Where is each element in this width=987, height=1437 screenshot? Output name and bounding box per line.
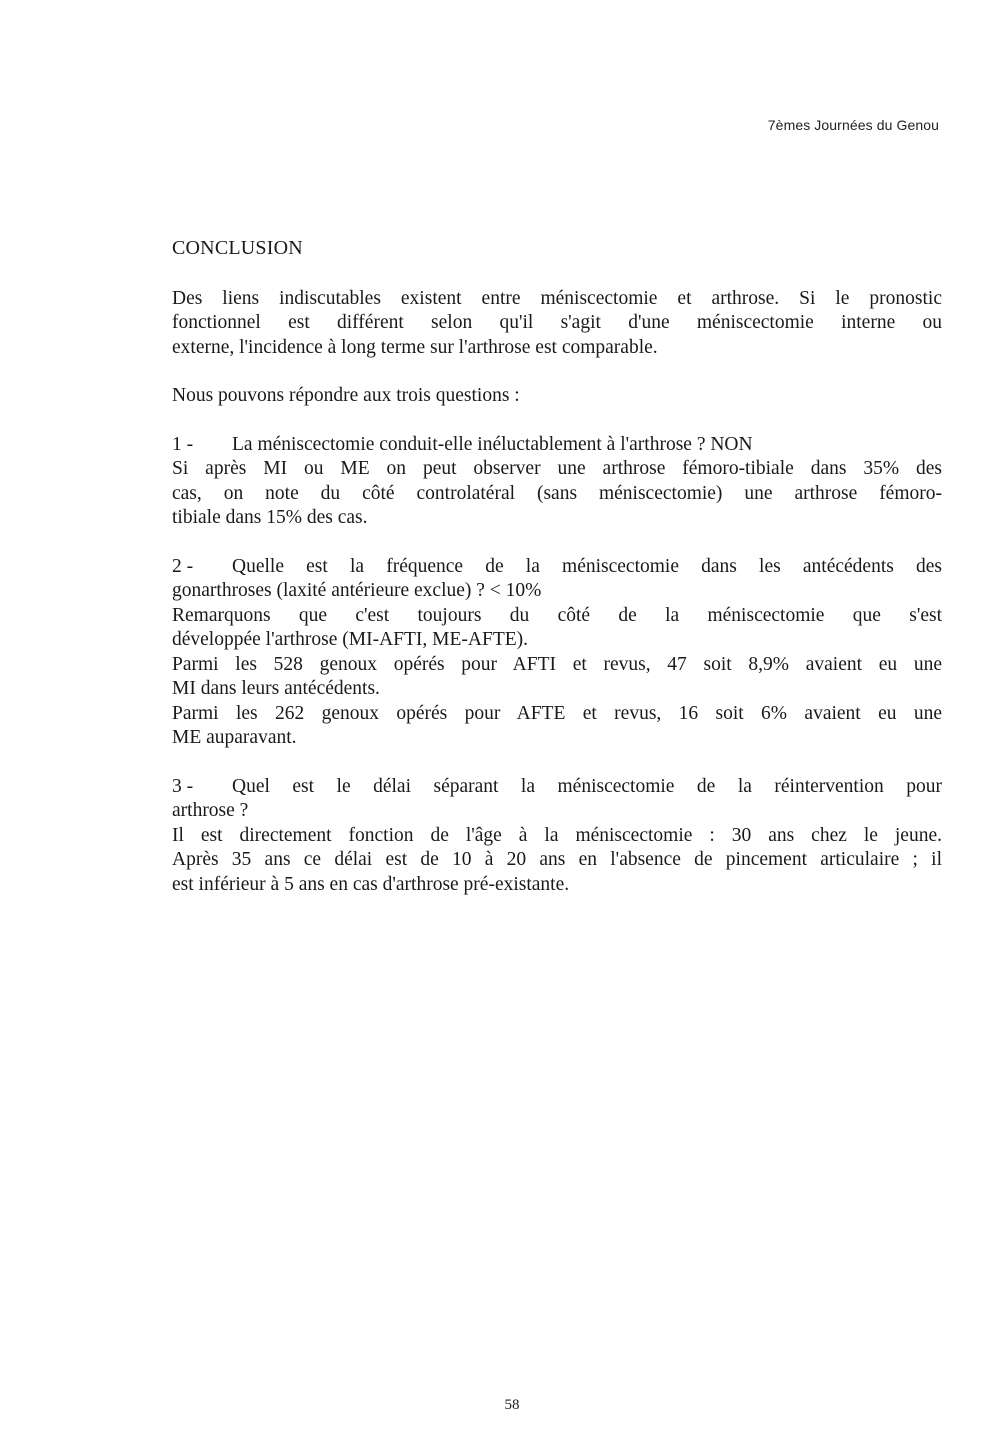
lead-in-paragraph — [172, 384, 942, 409]
question-2 — [172, 555, 942, 751]
question-1-header — [172, 433, 942, 458]
page-number: 58 — [504, 1397, 520, 1413]
text-line: Il est directement fonction de l'âge à la méniscectomie : 30 ans chez le jeune. — [172, 824, 942, 846]
text-line: MI dans leurs antécédents. — [172, 678, 380, 699]
document-body — [172, 236, 942, 921]
intro-paragraph — [172, 287, 942, 361]
text-line: Parmi les 528 genoux opérés pour AFTI et revus, 47 soit 8,9% avaient eu une — [172, 653, 942, 675]
text-line: Après 35 ans ce délai est de 10 à 20 ans en l'absence de pincement articulaire ; il — [172, 849, 942, 870]
text-line: cas, on note du côté controlatéral (sans méniscectomie) une arthrose fémoro- — [172, 482, 942, 504]
question-3 — [172, 775, 942, 898]
text-line: fonctionnel est différent selon qu'il s'agit d'une méniscectomie interne ou — [172, 312, 942, 333]
text-line: gonarthroses (laxité antérieure exclue) ? < 10% — [172, 580, 542, 601]
text-line: tibiale dans 15% des cas. — [172, 507, 368, 528]
text-line: Des liens indiscutables existent entre méniscectomie et arthrose. Si le pronostic — [172, 287, 942, 309]
section-heading: CONCLUSION — [172, 237, 303, 259]
question-text: Quel est le délai séparant la méniscectomie de la réintervention pour — [232, 775, 942, 797]
question-1 — [172, 433, 942, 531]
question-number: 1 - — [172, 433, 194, 455]
text-line: développée l'arthrose (MI-AFTI, ME-AFTE). — [172, 629, 529, 650]
question-2-header — [172, 555, 942, 580]
text-line: Nous pouvons répondre aux trois questions : — [172, 385, 520, 406]
question-3-header — [172, 775, 942, 800]
text-line: Si après MI ou ME on peut observer une arthrose fémoro-tibiale dans 35% des — [172, 458, 942, 479]
text-line: est inférieur à 5 ans en cas d'arthrose pré-existante. — [172, 873, 570, 895]
running-header: 7èmes Journées du Genou — [767, 117, 939, 133]
text-line: arthrose ? — [172, 800, 249, 821]
text-line: externe, l'incidence à long terme sur l'arthrose est comparable. — [172, 336, 658, 358]
question-number: 3 - — [172, 775, 194, 797]
text-line: ME auparavant. — [172, 727, 297, 748]
question-text: Quelle est la fréquence de la méniscectomie dans les antécédents des — [232, 555, 942, 577]
text-line: Remarquons que c'est toujours du côté de la méniscectomie que s'est — [172, 604, 942, 626]
question-number: 2 - — [172, 555, 194, 577]
question-text: La méniscectomie conduit-elle inéluctablement à l'arthrose ? NON — [232, 433, 753, 455]
text-line: Parmi les 262 genoux opérés pour AFTE et revus, 16 soit 6% avaient eu une — [172, 702, 942, 724]
